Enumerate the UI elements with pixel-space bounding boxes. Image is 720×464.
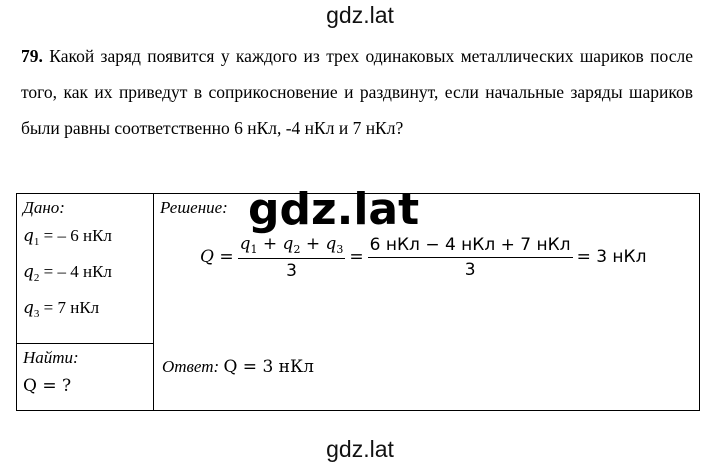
given-cell	[17, 194, 154, 344]
given-label: Дано:	[23, 198, 65, 217]
formula-equals: =	[349, 247, 364, 267]
given-q1: $q_1$ = – 6 нКл	[23, 226, 112, 248]
find-expr: Q = ?	[23, 376, 72, 396]
fraction-values-denominator: 3	[464, 259, 476, 280]
formula-result: = 3 нКл	[576, 247, 647, 267]
given-q2: $q_2$ = – 4 нКл	[23, 262, 112, 284]
fraction-charges-numerator: $q_1 + q_2 + q_3$	[238, 234, 346, 259]
solution-formula	[200, 227, 646, 287]
answer-value: Q = 3 нКл	[223, 357, 314, 377]
fraction-charges-denominator: 3	[286, 260, 297, 281]
problem-statement	[21, 38, 693, 146]
answer-label: Ответ:	[162, 357, 220, 376]
watermark-top: gdz.lat	[326, 2, 394, 28]
watermark-overlay: gdz.lat	[248, 184, 420, 235]
given-q3: $q_3 = 7$ нКл	[23, 298, 100, 320]
problem-number: 79.	[21, 46, 43, 66]
find-label: Найти:	[23, 348, 79, 367]
fraction-values-numerator: 6 нКл − 4 нКл + 7 нКл	[368, 235, 573, 258]
answer-line	[162, 357, 314, 377]
problem-text: Какой заряд появится у каждого из трех одинаковых металлических шариков после того, как их приведут в соприкосновение и раздвинут, если начальные заряды шариков были равны соответственно 6 нКл, -4 нКл и 7 нКл?	[21, 46, 693, 138]
fraction-values	[368, 235, 573, 280]
find-cell	[17, 344, 154, 411]
fraction-charges	[238, 234, 346, 281]
watermark-bottom: gdz.lat	[326, 436, 394, 462]
solution-label: Решение:	[160, 198, 228, 217]
formula-lhs: Q =	[200, 247, 234, 267]
